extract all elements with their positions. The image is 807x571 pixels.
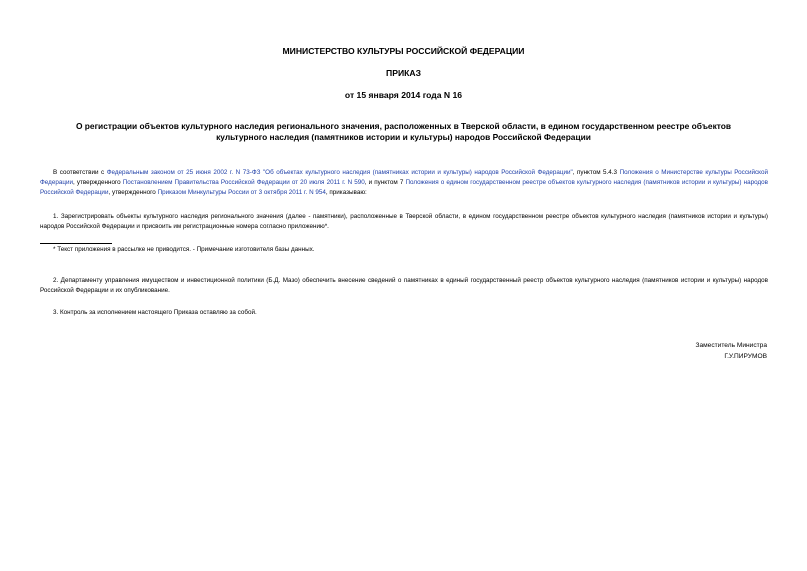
ministry-regulation-link[interactable]: Положения о Министерстве культуры Российской Федерации [40, 169, 768, 186]
preamble-text-1: В соответствии с [53, 169, 107, 176]
document-title [40, 121, 767, 143]
preamble-paragraph [40, 168, 768, 198]
item-1-paragraph: 1. Зарегистрировать объекты культурного наследия регионального значения (далее - памятники), расположенные в Тверской области, в едином государственном реестре объектов культурного наследия (памятников истории и культуры) народов Российской Федерации и присвоить им регистрационные номера согласно приложению*. [40, 213, 768, 230]
document-title-line-1: О регистрации объектов культурного наследия регионального значения, расположенных в Тверской области, в едином государственном реестре объектов [75, 121, 732, 131]
item-2-paragraph: 2. Департаменту управления имуществом и инвестиционной политики (Б.Д. Мазо) обеспечить внесение сведений о памятниках в единый государственный реестр объектов культурного наследия (памятников истории и культуры) народов Российской Федерации и их опубликование. [40, 277, 768, 294]
mincult-order-link[interactable]: Приказом Минкультуры России от 3 октября 2011 г. N 954 [157, 189, 326, 196]
doc-type-heading: ПРИКАЗ [386, 68, 421, 78]
federal-law-link[interactable]: Федеральным законом от 25 июня 2002 г. N 73-ФЗ "Об объектах культурного наследия (памятниках истории и культуры) народов Российской Федерации" [106, 169, 573, 176]
registry-regulation-link[interactable]: Положения о едином государственном реестре объектов культурного наследия (памятников истории и культуры) народов Российской Федерации [40, 179, 768, 196]
preamble-text-6: , приказываю: [325, 189, 367, 196]
footnote-text: * Текст приложения в рассылке не приводится. - Примечание изготовителя базы данных. [53, 246, 315, 253]
signatory-name: Г.У.ПИРУМОВ [724, 353, 767, 360]
preamble-text-2: , пунктом 5.4.3 [572, 169, 620, 176]
footnote-divider [40, 243, 112, 244]
signatory-position: Заместитель Министра [695, 342, 767, 349]
date-number-heading: от 15 января 2014 года N 16 [344, 90, 463, 100]
government-decree-link[interactable]: Постановлением Правительства Российской Федерации от 20 июля 2011 г. N 590 [122, 179, 365, 186]
document-title-line-2: культурного наследия (памятников истории и культуры) народов Российской Федерации [216, 132, 591, 142]
item-3-paragraph: 3. Контроль за исполнением настоящего Приказа оставляю за собой. [53, 309, 257, 316]
ministry-heading: МИНИСТЕРСТВО КУЛЬТУРЫ РОССИЙСКОЙ ФЕДЕРАЦИИ [282, 46, 525, 56]
preamble-text-4: , и пунктом 7 [364, 179, 406, 186]
preamble-text-3: , утвержденного [72, 179, 123, 186]
preamble-text-5: , утвержденного [108, 189, 158, 196]
